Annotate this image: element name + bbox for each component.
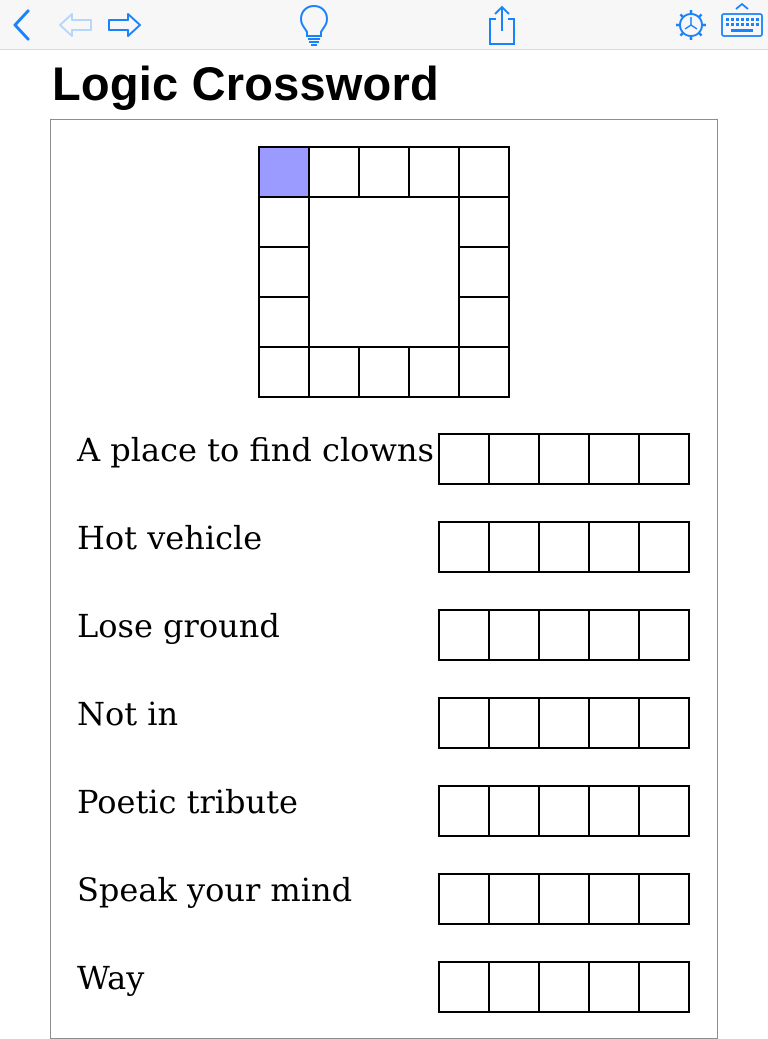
answer-cell[interactable] (538, 961, 590, 1013)
grid-cell-r0-c4[interactable] (458, 146, 510, 198)
undo-arrow-icon[interactable] (58, 12, 94, 38)
grid-cell-r4-c3[interactable] (408, 346, 460, 398)
grid-cell-r2-c0[interactable] (258, 246, 310, 298)
redo-arrow-icon[interactable] (106, 12, 142, 38)
answer-cell[interactable] (438, 697, 490, 749)
clue-text: Hot vehicle (77, 519, 263, 557)
clue-text: Speak your mind (77, 871, 353, 909)
answer-cell[interactable] (638, 697, 690, 749)
grid-cell-r0-c2[interactable] (358, 146, 410, 198)
answer-cell[interactable] (438, 873, 490, 925)
top-toolbar (0, 0, 768, 50)
back-chevron-icon[interactable] (10, 8, 34, 42)
answer-cell[interactable] (638, 873, 690, 925)
grid-cell-r0-c1[interactable] (308, 146, 360, 198)
grid-cell-r2-c4[interactable] (458, 246, 510, 298)
answer-cell[interactable] (638, 785, 690, 837)
answer-cell[interactable] (488, 521, 540, 573)
answer-cell[interactable] (638, 433, 690, 485)
clue-text: Lose ground (77, 607, 280, 645)
answer-cell[interactable] (538, 697, 590, 749)
settings-gear-icon[interactable] (674, 8, 708, 42)
answer-cell[interactable] (488, 609, 540, 661)
answer-cell[interactable] (588, 697, 640, 749)
page-title: Logic Crossword (52, 57, 439, 110)
share-icon[interactable] (486, 4, 518, 46)
grid-cell-r4-c2[interactable] (358, 346, 410, 398)
answer-cell[interactable] (438, 609, 490, 661)
answer-cell[interactable] (488, 961, 540, 1013)
grid-cell-r3-c4[interactable] (458, 296, 510, 348)
answer-cell[interactable] (538, 873, 590, 925)
answer-cell[interactable] (588, 521, 640, 573)
answer-cell[interactable] (588, 873, 640, 925)
answer-cell[interactable] (438, 433, 490, 485)
grid-cell-r4-c4[interactable] (458, 346, 510, 398)
grid-cell-r3-c0[interactable] (258, 296, 310, 348)
answer-cell[interactable] (438, 785, 490, 837)
grid-cell-r0-c3[interactable] (408, 146, 460, 198)
answer-cell[interactable] (538, 785, 590, 837)
keyboard-icon[interactable] (720, 2, 764, 42)
answer-cell[interactable] (438, 961, 490, 1013)
clue-text: Way (77, 959, 145, 997)
answer-cell[interactable] (488, 785, 540, 837)
answer-cell[interactable] (638, 521, 690, 573)
answer-cell[interactable] (538, 521, 590, 573)
answer-cell[interactable] (538, 609, 590, 661)
answer-cell[interactable] (538, 433, 590, 485)
clue-text: Not in (77, 695, 179, 733)
grid-cell-r1-c4[interactable] (458, 196, 510, 248)
answer-cell[interactable] (638, 609, 690, 661)
answer-cell[interactable] (588, 609, 640, 661)
lightbulb-hint-icon[interactable] (298, 3, 330, 47)
answer-cell[interactable] (488, 697, 540, 749)
grid-cell-r4-c0[interactable] (258, 346, 310, 398)
clue-text: Poetic tribute (77, 783, 298, 821)
grid-cell-r0-c0[interactable] (258, 146, 310, 198)
answer-cell[interactable] (488, 433, 540, 485)
grid-cell-r4-c1[interactable] (308, 346, 360, 398)
answer-cell[interactable] (638, 961, 690, 1013)
answer-cell[interactable] (488, 873, 540, 925)
answer-cell[interactable] (588, 433, 640, 485)
grid-cell-r1-c0[interactable] (258, 196, 310, 248)
answer-cell[interactable] (588, 785, 640, 837)
answer-cell[interactable] (438, 521, 490, 573)
clue-text: A place to find clowns (77, 431, 434, 469)
answer-cell[interactable] (588, 961, 640, 1013)
